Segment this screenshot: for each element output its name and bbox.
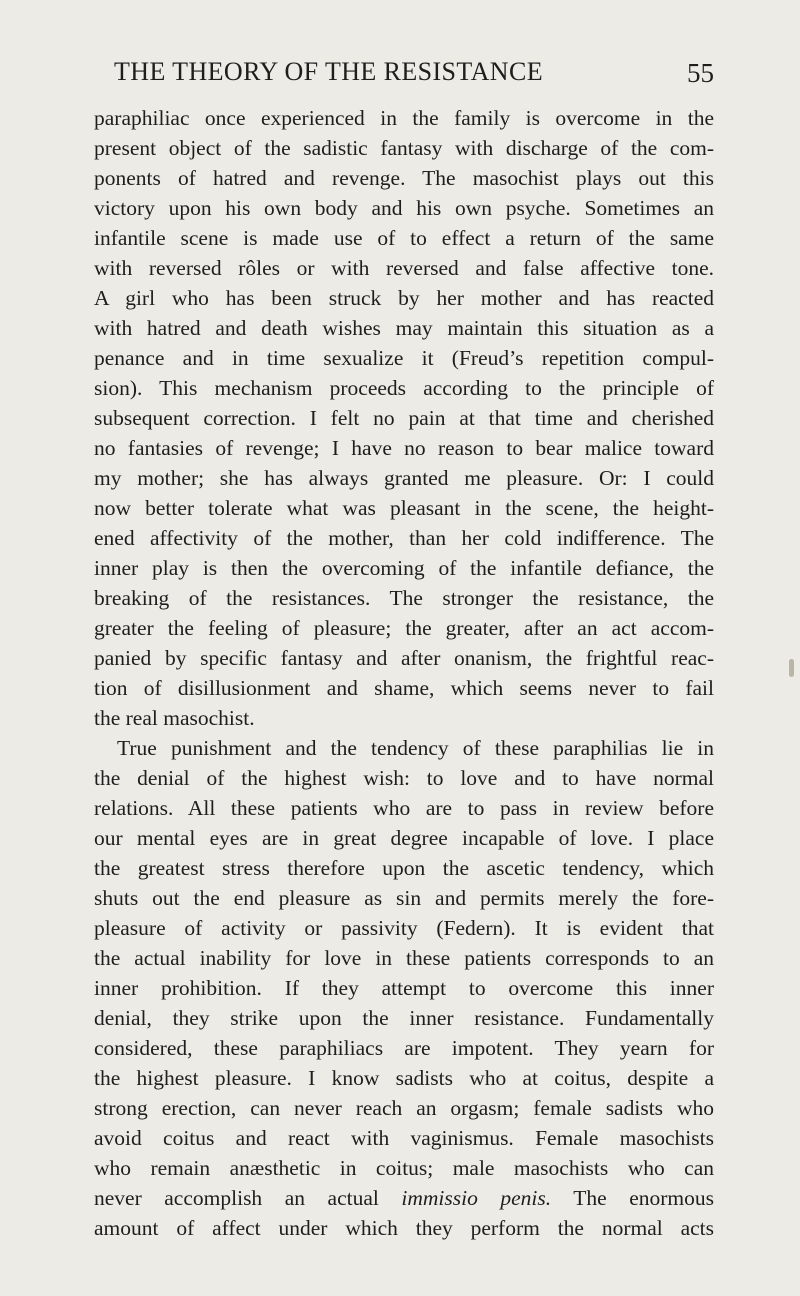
text-line: the highest pleasure. I know sadists who at coitus, despite a [94,1066,714,1090]
text-line: ened affectivity of the mother, than her cold indifference. The [94,526,714,550]
paper-blemish [789,659,794,677]
text-line: sion). This mechanism proceeds according to the principle of [94,376,714,400]
text-line: breaking of the resistances. The stronger the resistance, the [94,586,714,610]
page-number: 55 [687,58,714,88]
text-run: never accomplish an actual [94,1186,402,1210]
text-line: with reversed rôles or with reversed and false affective tone. [94,256,714,280]
text-line: strong erection, can never reach an orgasm; female sadists who [94,1096,714,1120]
text-line: denial, they strike upon the inner resistance. Fundamentally [94,1006,714,1030]
text-line: amount of affect under which they perform the normal acts [94,1216,714,1240]
text-line: the actual inability for love in these patients corresponds to an [94,946,714,970]
running-head [114,57,714,91]
text-line: the denial of the highest wish: to love and to have normal [94,766,714,790]
text-line-with-italic [94,1183,714,1213]
text-line: pleasure of activity or passivity (Federn). It is evident that [94,916,714,940]
text-line: paraphiliac once experienced in the family is overcome in the [94,106,714,130]
text-line: the real masochist. [94,706,255,730]
text-line: shuts out the end pleasure as sin and permits merely the fore- [94,886,714,910]
text-line: A girl who has been struck by her mother and has reacted [94,286,714,310]
text-line: inner play is then the overcoming of the infantile defiance, the [94,556,714,580]
text-line: ponents of hatred and revenge. The masochist plays out this [94,166,714,190]
text-line: no fantasies of revenge; I have no reason to bear malice toward [94,436,714,460]
text-line: who remain anæsthetic in coitus; male masochists who can [94,1156,714,1180]
text-line: panied by specific fantasy and after onanism, the frightful reac- [94,646,714,670]
text-line: avoid coitus and react with vaginismus. Female masochists [94,1126,714,1150]
text-line: our mental eyes are in great degree incapable of love. I place [94,826,714,850]
paragraph-first-line: True punishment and the tendency of these paraphilias lie in [117,736,714,760]
running-title: THE THEORY OF THE RESISTANCE [114,57,543,86]
text-line: with hatred and death wishes may maintain this situation as a [94,316,714,340]
text-line: penance and in time sexualize it (Freud’s repetition compul- [94,346,714,370]
text-line: tion of disillusionment and shame, which seems never to fail [94,676,714,700]
text-line: victory upon his own body and his own psyche. Sometimes an [94,196,714,220]
text-line: now better tolerate what was pleasant in the scene, the height- [94,496,714,520]
text-line: considered, these paraphiliacs are impotent. They yearn for [94,1036,714,1060]
text-run: The enormous [551,1186,714,1210]
text-line: present object of the sadistic fantasy with discharge of the com- [94,136,714,160]
text-line: relations. All these patients who are to pass in review before [94,796,714,820]
text-line: the greatest stress therefore upon the ascetic tendency, which [94,856,714,880]
italic-phrase: immissio penis. [401,1186,552,1210]
text-line: my mother; she has always granted me pleasure. Or: I could [94,466,714,490]
text-line: subsequent correction. I felt no pain at that time and cherished [94,406,714,430]
text-line: infantile scene is made use of to effect a return of the same [94,226,714,250]
text-line: inner prohibition. If they attempt to overcome this inner [94,976,714,1000]
text-line: greater the feeling of pleasure; the greater, after an act accom- [94,616,714,640]
